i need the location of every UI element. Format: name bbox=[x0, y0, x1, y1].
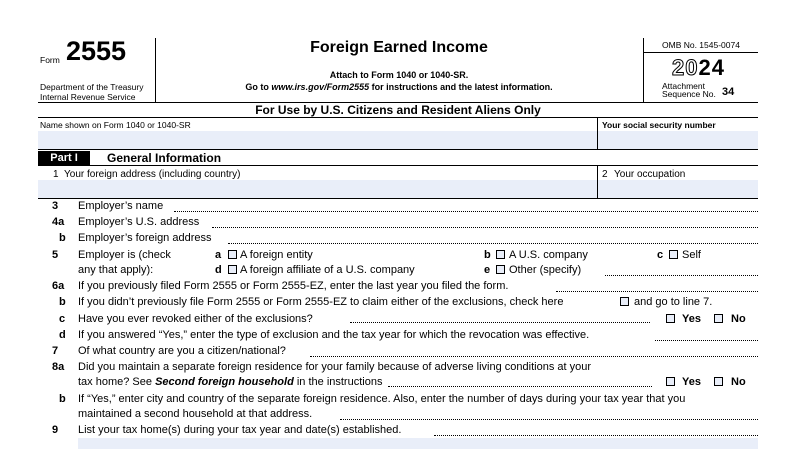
line1-number: 1 bbox=[53, 169, 59, 180]
line5d-label: A foreign affiliate of a U.S. company bbox=[240, 264, 415, 276]
line7-number: 7 bbox=[52, 345, 59, 357]
ssn-field[interactable] bbox=[598, 131, 758, 149]
line5c-letter: c bbox=[657, 249, 664, 261]
revocation-field[interactable] bbox=[655, 340, 758, 341]
revoked-no-label: No bbox=[731, 313, 746, 325]
banner-rule bbox=[38, 117, 758, 118]
employer-us-address-field[interactable] bbox=[212, 227, 758, 228]
part-rule bbox=[38, 165, 758, 166]
foreign-entity-checkbox[interactable] bbox=[228, 250, 237, 259]
revoked-no-checkbox[interactable] bbox=[714, 314, 723, 323]
foreign-affiliate-checkbox[interactable] bbox=[228, 265, 237, 274]
other-checkbox[interactable] bbox=[496, 265, 505, 274]
line9-label: List your tax home(s) during your tax year and date(s) established. bbox=[78, 424, 402, 436]
occupation-field[interactable] bbox=[598, 180, 758, 198]
line8b-label1: If “Yes,” enter city and country of the separate foreign residence. Also, enter the number of days during your tax year that you bbox=[78, 393, 686, 405]
line6b-label2: and go to line 7. bbox=[634, 296, 713, 308]
line5a-label: A foreign entity bbox=[240, 249, 313, 261]
line4b-number: b bbox=[59, 232, 66, 244]
other-specify-field[interactable] bbox=[605, 275, 758, 276]
second-household-yes-checkbox[interactable] bbox=[666, 377, 675, 386]
form-number: 2555 bbox=[66, 36, 127, 66]
line5-label2: any that apply): bbox=[78, 264, 154, 276]
omb-rule bbox=[643, 52, 758, 53]
line3-number: 3 bbox=[52, 200, 59, 212]
use-by-banner: For Use by U.S. Citizens and Resident Aliens Only bbox=[255, 103, 541, 117]
line5b-label: A U.S. company bbox=[509, 249, 588, 261]
part-title: General Information bbox=[107, 151, 222, 165]
goto-url[interactable]: www.irs.gov/Form2555 bbox=[271, 82, 370, 92]
line5e-letter: e bbox=[484, 264, 491, 276]
tax-home-field[interactable] bbox=[434, 435, 758, 436]
dept-line2: Internal Revenue Service bbox=[40, 92, 136, 102]
second-household-yes-label: Yes bbox=[682, 376, 701, 388]
sequence-label: Sequence No. bbox=[662, 89, 716, 99]
line6a-label: If you previously filed Form 2555 or Form 2555-EZ, enter the last year you filed the form. bbox=[78, 280, 509, 292]
attachment-label: Attachment bbox=[662, 81, 705, 91]
dept-line1: Department of the Treasury bbox=[40, 82, 144, 92]
line4b-label: Employer’s foreign address bbox=[78, 232, 212, 244]
second-household-field[interactable] bbox=[340, 419, 758, 420]
ssn-label: Your social security number bbox=[602, 120, 716, 130]
name-rule bbox=[38, 149, 758, 150]
line8b-number: b bbox=[59, 393, 66, 405]
line6c-number: c bbox=[59, 313, 66, 325]
line5-number: 5 bbox=[52, 249, 59, 261]
omb-number: OMB No. 1545-0074 bbox=[662, 40, 740, 50]
line9-number: 9 bbox=[52, 424, 59, 436]
line8a-pre: tax home? See bbox=[78, 376, 156, 388]
line5e-label: Other (specify) bbox=[509, 264, 582, 276]
line4a-number: 4a bbox=[52, 216, 65, 228]
line5d-letter: d bbox=[215, 264, 222, 276]
second-household-no-checkbox[interactable] bbox=[714, 377, 723, 386]
part-label: Part I bbox=[38, 151, 90, 165]
line5b-letter: b bbox=[484, 249, 491, 261]
foreign-address-field[interactable] bbox=[38, 180, 597, 198]
not-previously-filed-checkbox[interactable] bbox=[620, 297, 629, 306]
line6d-label: If you answered “Yes,” enter the type of exclusion and the tax year for which the revocation was effective. bbox=[78, 329, 590, 341]
line6b-number: b bbox=[59, 296, 66, 308]
employer-foreign-address-field[interactable] bbox=[228, 243, 758, 244]
line1-label: Your foreign address (including country) bbox=[64, 169, 241, 180]
line5-label1: Employer is (check bbox=[78, 249, 171, 261]
line8b-label2: maintained a second household at that address. bbox=[78, 408, 313, 420]
line4a-label: Employer’s U.S. address bbox=[78, 216, 200, 228]
line8a-leader bbox=[388, 386, 652, 387]
form-title: Foreign Earned Income bbox=[310, 39, 488, 56]
form-word: Form bbox=[40, 55, 60, 65]
revoked-yes-checkbox[interactable] bbox=[666, 314, 675, 323]
self-checkbox[interactable] bbox=[669, 250, 678, 259]
revoked-yes-label: Yes bbox=[682, 313, 701, 325]
year-prefix: 20 bbox=[672, 55, 699, 80]
line2-label: Your occupation bbox=[614, 169, 686, 180]
goto-prefix: Go to bbox=[245, 82, 272, 92]
goto-suffix: for instructions and the latest information. bbox=[369, 82, 553, 92]
line7-label: Of what country are you a citizen/national? bbox=[78, 345, 286, 357]
line6a-number: 6a bbox=[52, 280, 65, 292]
line6d-number: d bbox=[59, 329, 66, 341]
citizenship-field[interactable] bbox=[310, 356, 758, 357]
name-label: Name shown on Form 1040 or 1040-SR bbox=[40, 120, 191, 130]
line8a-post: in the instructions bbox=[293, 376, 383, 388]
us-company-checkbox[interactable] bbox=[496, 250, 505, 259]
line1-rule bbox=[38, 198, 758, 199]
year-suffix: 24 bbox=[698, 55, 725, 80]
name-field[interactable] bbox=[38, 131, 597, 149]
sequence-number: 34 bbox=[722, 86, 735, 98]
line8a-number: 8a bbox=[52, 361, 65, 373]
line6c-leader bbox=[350, 322, 650, 323]
tax-year bbox=[672, 56, 725, 80]
line8a-label2 bbox=[78, 376, 382, 389]
attach-line: Attach to Form 1040 or 1040-SR. bbox=[329, 70, 469, 80]
tax-home-entry-area[interactable] bbox=[78, 438, 758, 449]
line6b-label: If you didn’t previously file Form 2555 or Form 2555-EZ to claim either of the exclusions, check here bbox=[78, 296, 564, 308]
line3-label: Employer’s name bbox=[78, 200, 164, 212]
line8a-label1: Did you maintain a separate foreign residence for your family because of adverse living conditions at your bbox=[78, 361, 591, 373]
goto-line bbox=[155, 82, 643, 93]
second-household-no-label: No bbox=[731, 376, 746, 388]
line5a-letter: a bbox=[215, 249, 222, 261]
line6c-label: Have you ever revoked either of the exclusions? bbox=[78, 313, 313, 325]
header-divider-right bbox=[643, 38, 644, 102]
line8a-em: Second foreign household bbox=[155, 376, 294, 388]
last-year-filed-field[interactable] bbox=[556, 291, 758, 292]
employer-name-field[interactable] bbox=[174, 211, 758, 212]
line2-number: 2 bbox=[602, 169, 608, 180]
line5c-label: Self bbox=[682, 249, 701, 261]
